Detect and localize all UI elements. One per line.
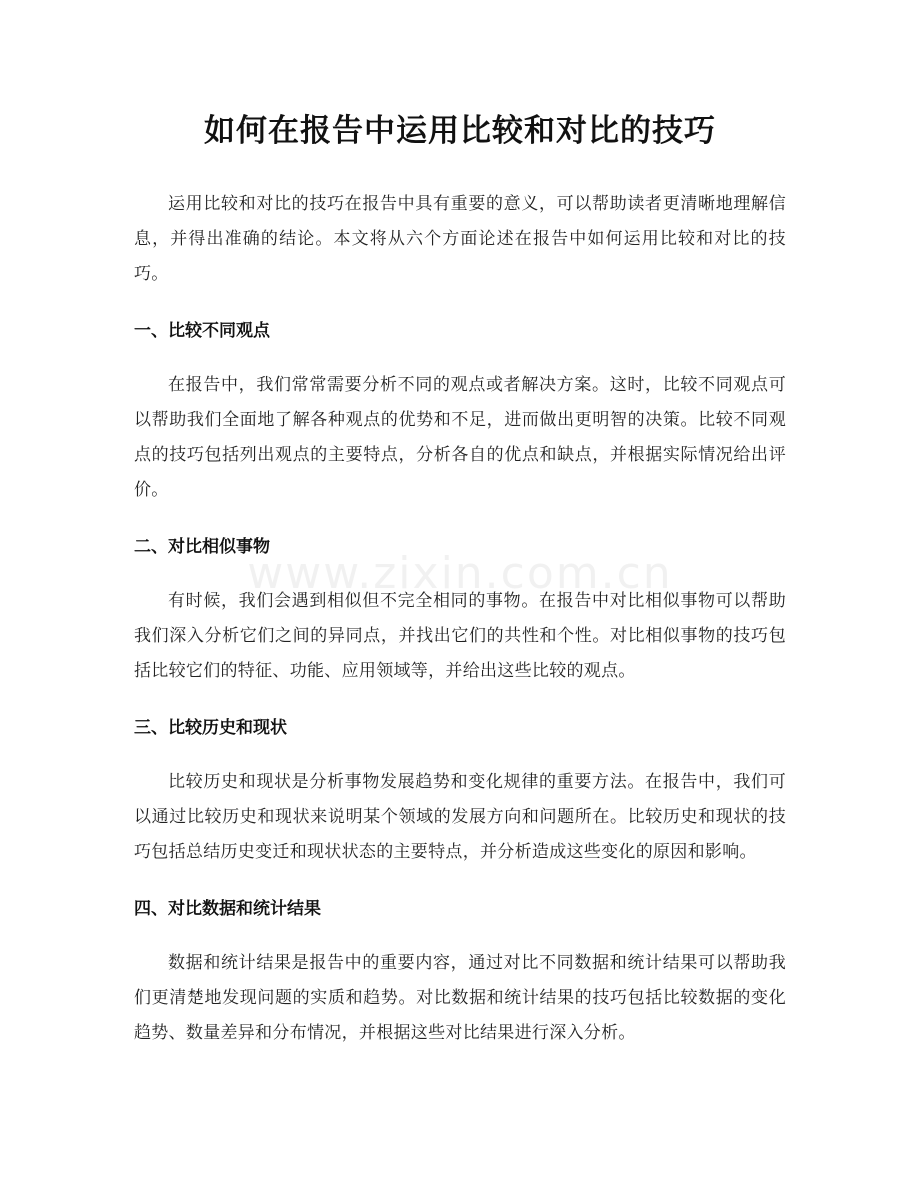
section-body-1: 在报告中，我们常常需要分析不同的观点或者解决方案。这时，比较不同观点可以帮助我们全面地了解各种观点的优势和不足，进而做出更明智的决策。比较不同观点的技巧包括列出观点的主要特点，分析各自的优点和缺点，并根据实际情况给出评价。: [134, 375, 786, 500]
intro-paragraph: 运用比较和对比的技巧在报告中具有重要的意义，可以帮助读者更清晰地理解信息，并得出准确的结论。本文将从六个方面论述在报告中如何运用比较和对比的技巧。: [134, 194, 786, 284]
section-heading-4: 四、对比数据和统计结果: [134, 899, 321, 919]
section-body-4: 数据和统计结果是报告中的重要内容，通过对比不同数据和统计结果可以帮助我们更清楚地发现问题的实质和趋势。对比数据和统计结果的技巧包括比较数据的变化趋势、数量差异和分布情况，并根据这些对比结果进行深入分析。: [134, 953, 786, 1043]
section-heading-3: 三、比较历史和现状: [134, 718, 287, 738]
section-heading-1: 一、比较不同观点: [134, 321, 270, 341]
section-body-2: 有时候，我们会遇到相似但不完全相同的事物。在报告中对比相似事物可以帮助我们深入分析它们之间的异同点，并找出它们的共性和个性。对比相似事物的技巧包括比较它们的特征、功能、应用领域等，并给出这些比较的观点。: [134, 591, 786, 681]
section-heading-2: 二、对比相似事物: [134, 537, 270, 557]
section-body-3: 比较历史和现状是分析事物发展趋势和变化规律的重要方法。在报告中，我们可以通过比较历史和现状来说明某个领域的发展方向和问题所在。比较历史和现状的技巧包括总结历史变迁和现状状态的主要特点，并分析造成这些变化的原因和影响。: [134, 772, 786, 862]
watermark: www.zixin.com.cn: [247, 548, 673, 599]
document-title: 如何在报告中运用比较和对比的技巧: [204, 113, 716, 149]
